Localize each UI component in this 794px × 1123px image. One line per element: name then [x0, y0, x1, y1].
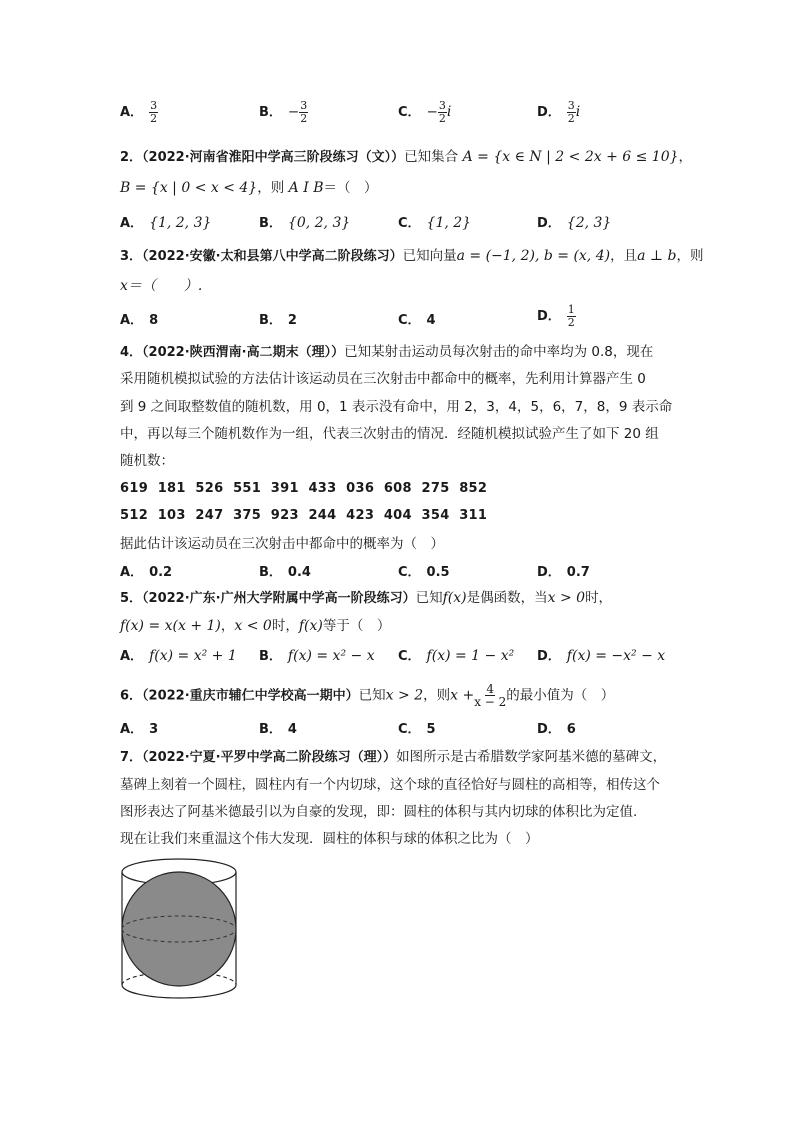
- q2-stem-line1: 2．（2022·河南省淮阳中学高三阶段练习（文））已知集合 A = {x ∈ N | 2 < 2x + 6 ≤ 10}，: [120, 149, 693, 165]
- fraction: $\frac{3}{2}$: [438, 99, 446, 125]
- q2-option-d[interactable]: D． {2, 3}: [537, 215, 612, 231]
- q5-option-b[interactable]: B． f(x) = x² − x: [259, 648, 375, 664]
- q7-stem-line4: 现在让我们来重温这个伟大发现．圆柱的体积与球的体积之比为（ ）: [120, 831, 539, 847]
- q1-options: [0, 100, 794, 132]
- fraction: $\frac{1}{2}$: [567, 303, 575, 329]
- q4-option-a[interactable]: A． 0.2: [120, 565, 173, 580]
- q6-option-c[interactable]: C． 5: [398, 722, 436, 737]
- q5-options: [0, 646, 794, 668]
- fraction: $\frac{3}{2}$: [150, 99, 158, 125]
- q5-option-c[interactable]: C． f(x) = 1 − x²: [398, 648, 515, 664]
- q7-stem-line2: 墓碑上刻着一个圆柱，圆柱内有一个内切球，这个球的直径恰好与圆柱的高相等，相传这个: [120, 777, 660, 793]
- q2-stem-line2: B = {x | 0 < x < 4}，则 A I B＝（ ）: [120, 180, 378, 196]
- q2-option-c[interactable]: C． {1, 2}: [398, 215, 472, 231]
- q3-option-a[interactable]: A． 8: [120, 313, 159, 328]
- q5-option-a[interactable]: A． f(x) = x² + 1: [120, 648, 237, 664]
- q4-stem-line2: 采用随机模拟试验的方法估计该运动员在三次射击中都命中的概率，先利用计算器产生 0: [120, 371, 646, 387]
- q1-option-c[interactable]: C． − $\frac{3}{2}$ i: [398, 99, 452, 125]
- q1-option-d[interactable]: D． $\frac{3}{2}$ i: [537, 99, 581, 125]
- q4-stem-line6: 据此估计该运动员在三次射击中都命中的概率为（ ）: [120, 536, 444, 552]
- q1-option-b[interactable]: B． − $\frac{3}{2}$: [259, 99, 308, 125]
- q3-option-c[interactable]: C． 4: [398, 313, 436, 328]
- q4-option-b[interactable]: B． 0.4: [259, 565, 311, 580]
- q6-option-d[interactable]: D． 6: [537, 722, 576, 737]
- q5-option-d[interactable]: D． f(x) = −x² − x: [537, 648, 666, 664]
- q1-option-a[interactable]: A． $\frac{3}{2}$: [120, 99, 158, 125]
- q4-stem-line4: 中，再以每三个随机数作为一组，代表三次射击的情况．经随机模拟试验产生了如下 20 组: [120, 426, 659, 442]
- cylinder-sphere-figure: [116, 855, 242, 1005]
- q3-options: [0, 303, 794, 332]
- q2-option-b[interactable]: B． {0, 2, 3}: [259, 215, 351, 231]
- q3-option-b[interactable]: B． 2: [259, 313, 297, 328]
- q6-option-b[interactable]: B． 4: [259, 722, 297, 737]
- q4-stem-line3: 到 9 之间取整数值的随机数，用 0，1 表示没有命中，用 2，3，4，5，6，7，8，9 表示命: [120, 399, 673, 415]
- q7-stem-line3: 图形表达了阿基米德最引以为自豪的发现，即：圆柱的体积与其内切球的体积比为定值.: [120, 804, 638, 820]
- q4-stem-line5: 随机数：: [120, 453, 174, 469]
- q4-random-numbers-row2: 512 103 247 375 923 244 423 404 354 311: [120, 508, 488, 523]
- fraction: $\frac{4}{x - 2}$: [474, 682, 507, 709]
- q5-stem-line1: 5．（2022·广东·广州大学附属中学高一阶段练习）已知f(x)是偶函数，当x > 0时，: [120, 590, 613, 606]
- q6-stem: 6．（2022·重庆市辅仁中学校高一期中）已知x > 2，则x + $\frac{4}{x - 2}$ 的最小值为（ ）: [120, 682, 615, 709]
- q6-option-a[interactable]: A． 3: [120, 722, 159, 737]
- q6-options: [0, 719, 794, 741]
- q4-option-d[interactable]: D． 0.7: [537, 565, 590, 580]
- q3-stem-line1: 3．（2022·安徽·太和县第八中学高二阶段练习）已知向量a = (−1, 2), b = (x, 4)，且a ⊥ b，则: [120, 248, 704, 264]
- q7-stem-line1: 7．（2022·宁夏·平罗中学高二阶段练习（理））如图所示是古希腊数学家阿基米德的墓碑文，: [120, 749, 667, 765]
- fraction: $\frac{3}{2}$: [300, 99, 308, 125]
- q3-stem-line2: x＝（ ）.: [120, 278, 203, 294]
- q2-option-a[interactable]: A． {1, 2, 3}: [120, 215, 212, 231]
- q3-option-d[interactable]: D． $\frac{1}{2}$: [537, 303, 575, 329]
- q4-option-c[interactable]: C． 0.5: [398, 565, 450, 580]
- q5-stem-line2: f(x) = x(x + 1)，x < 0时，f(x)等于（ ）: [120, 618, 391, 634]
- fraction: $\frac{3}{2}$: [567, 99, 575, 125]
- q4-random-numbers-row1: 619 181 526 551 391 433 036 608 275 852: [120, 481, 488, 496]
- q2-options: [0, 213, 794, 235]
- q4-options: [0, 562, 794, 584]
- q4-stem-line1: 4．（2022·陕西渭南·高二期末（理））已知某射击运动员每次射击的命中率均为 0.8，现在: [120, 344, 654, 360]
